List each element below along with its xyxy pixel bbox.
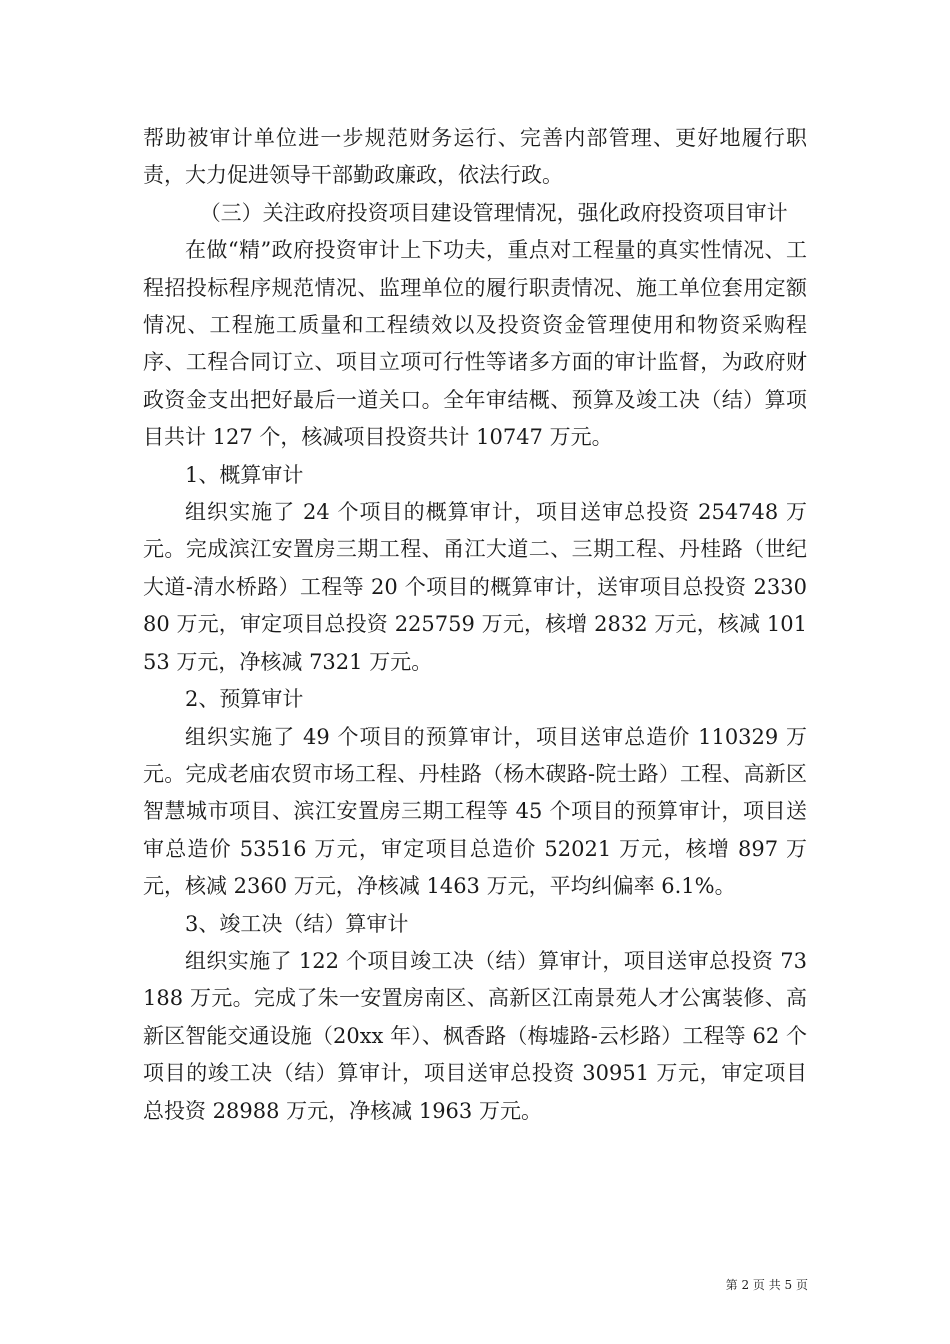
paragraph-body: 组织实施了 49 个项目的预算审计，项目送审总造价 110329 万元。完成老庙农贸市场工程、丹桂路（杨木碶路-院士路）工程、高新区智慧城市项目、滨江安置房三期工程等 45 个项目的预算审计，项目送审总造价 53516 万元，审定项目总造价 52021 万元，核增 897 万元，核减 2360 万元，净核减 1463 万元，平均纠偏率 6.1%。 — [143, 724, 807, 899]
paragraph-body: 在做“精”政府投资审计上下功夫，重点对工程量的真实性情况、工程招投标程序规范情况、监理单位的履行职责情况、施工单位套用定额情况、工程施工质量和工程绩效以及投资资金管理使用和物资采购程序、工程合同订立、项目立项可行性等诸多方面的审计监督，为政府财政资金支出把好最后一道关口。全年审结概、预算及竣工决（结）算项目共计 127 个，核减项目投资共计 10747 万元。 — [143, 238, 807, 450]
subheading-budget-estimate-audit: 1、概算审计 — [185, 462, 304, 487]
paragraph-body: 组织实施了 122 个项目竣工决（结）算审计，项目送审总投资 73188 万元。完成了朱一安置房南区、高新区江南景苑人才公寓装修、高新区智能交通设施（20xx 年）、枫香路（梅墟路-云杉路）工程等 62 个项目的竣工决（结）算审计，项目送审总投资 30951 万元，审定项目总投资 28988 万元，净核减 1963 万元。 — [143, 948, 807, 1123]
document-body — [143, 120, 807, 1130]
page-number-footer: 第 2 页 共 5 页 — [725, 1278, 808, 1292]
subheading-budget-audit: 2、预算审计 — [185, 687, 304, 712]
paragraph-body: 组织实施了 24 个项目的概算审计，项目送审总投资 254748 万元。完成滨江安置房三期工程、甬江大道二、三期工程、丹桂路（世纪大道-清水桥路）工程等 20 个项目的概算审计，送审项目总投资 233080 万元，审定项目总投资 225759 万元，核增 2832 万元，核减 10153 万元，净核减 7321 万元。 — [143, 500, 807, 674]
paragraph-continuation: 帮助被审计单位进一步规范财务运行、完善内部管理、更好地履行职责，大力促进领导干部勤政廉政，依法行政。 — [143, 126, 807, 188]
section-heading: （三）关注政府投资项目建设管理情况，强化政府投资项目审计 — [199, 200, 788, 225]
subheading-final-accounts-audit: 3、竣工决（结）算审计 — [185, 911, 409, 936]
